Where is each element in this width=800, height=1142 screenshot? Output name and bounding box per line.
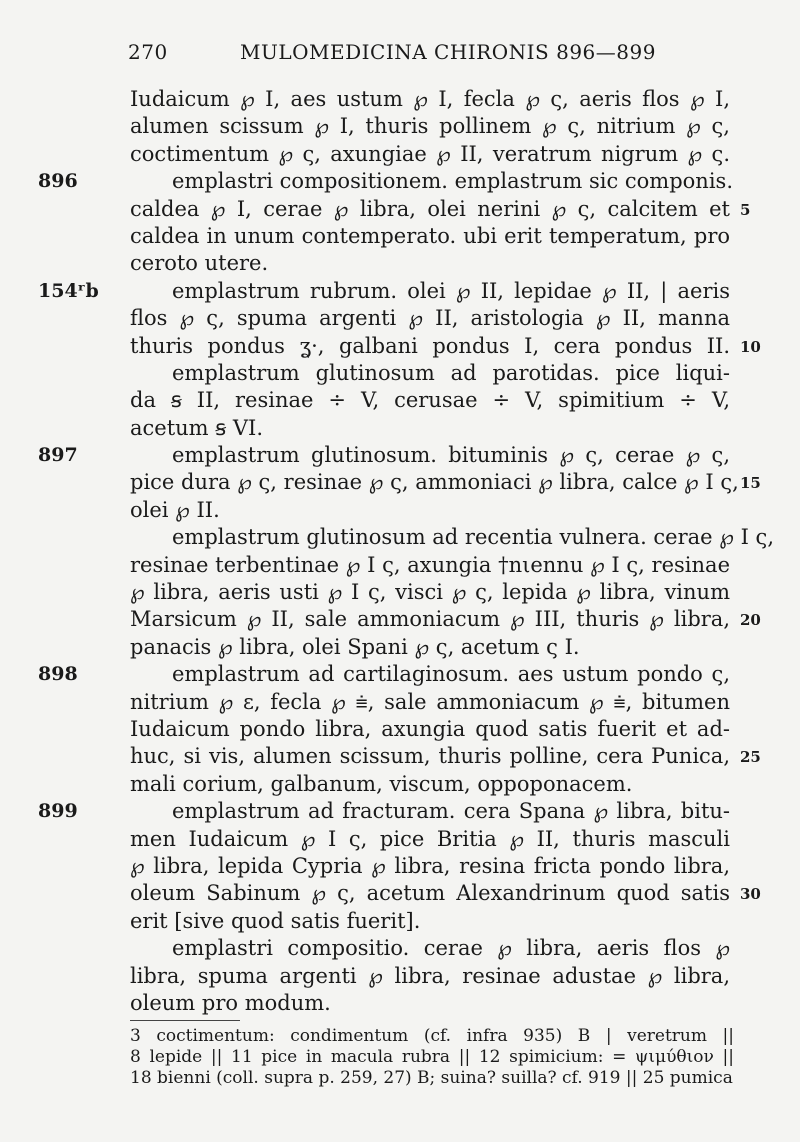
line-text: ℘ libra, aeris usti ℘ I ς, visci ℘ ς, lepida ℘ libra, vinum <box>130 580 730 605</box>
line-text: alumen scissum ℘ I, thuris pollinem ℘ ς, nitrium ℘ ς, <box>130 114 730 139</box>
line-text: caldea in unum contemperato. ubi erit temperatum, pro <box>130 223 730 248</box>
line-text: acetum ꞩ VI. <box>130 415 264 440</box>
section-marker: 896 <box>38 170 78 193</box>
section-marker: 898 <box>38 663 78 686</box>
text-line <box>0 634 800 661</box>
line-text: ℘ libra, lepida Cypria ℘ libra, resina fricta pondo libra, <box>130 853 730 878</box>
text-line <box>0 963 800 990</box>
text-line <box>0 223 800 250</box>
footnote-line: 8 lepide || 11 pice in macula rubra || 12 spimicium: = ψιμύθιον || <box>130 1047 734 1067</box>
line-text: da ꞩ II, resinae ÷ V, cerusae ÷ V, spimitium ÷ V, <box>130 388 730 413</box>
text-line <box>0 716 800 743</box>
line-text: libra, spuma argenti ℘ libra, resinae adustae ℘ libra, <box>130 963 730 988</box>
text-line <box>0 250 800 277</box>
line-text: resinae terbentinae ℘ I ς, axungia †nιennu ℘ I ς, resinae <box>130 552 730 577</box>
text-line <box>0 524 800 551</box>
running-title: MULOMEDICINA CHIRONIS 896—899 <box>240 40 656 64</box>
text-line <box>0 826 800 853</box>
line-text: emplastrum ad fracturam. cera Spana ℘ libra, bitu- <box>172 799 730 824</box>
text-line <box>0 141 800 168</box>
line-text: emplastrum glutinosum ad recentia vulnera. cerae ℘ I ς, <box>172 525 774 550</box>
line-text: Iudaicum pondo libra, axungia quod satis fuerit et ad- <box>130 716 730 741</box>
line-text: thuris pondus ʓ·, galbani pondus I, cera pondus II. <box>130 333 730 358</box>
page-number: 270 <box>128 40 168 64</box>
line-text: mali corium, galbanum, viscum, oppoponacem. <box>130 771 633 796</box>
text-line <box>0 990 800 1017</box>
text-line <box>0 278 800 305</box>
line-text: pice dura ℘ ς, resinae ℘ ς, ammoniaci ℘ libra, calce ℘ I ς, <box>130 470 739 495</box>
text-line <box>0 497 800 524</box>
line-text: huc, si vis, alumen scissum, thuris polline, cera Punica, <box>130 744 730 769</box>
section-marker: 154ʳb <box>38 279 99 302</box>
text-line <box>0 771 800 798</box>
line-text: coctimentum ℘ ς, axungiae ℘ II, veratrum nigrum ℘ ς. <box>130 141 730 166</box>
section-marker: 897 <box>38 444 78 467</box>
text-line <box>0 360 800 387</box>
text-line <box>0 661 800 688</box>
line-text: flos ℘ ς, spuma argenti ℘ II, aristologia ℘ II, manna <box>130 306 730 331</box>
text-line <box>0 853 800 880</box>
line-text: oleum pro modum. <box>130 990 331 1015</box>
line-number: 30 <box>740 885 761 904</box>
text-line <box>0 86 800 113</box>
text-line <box>0 935 800 962</box>
line-text: emplastri compositionem. emplastrum sic componis. <box>172 169 733 194</box>
text-line <box>0 606 800 633</box>
text-line <box>0 743 800 770</box>
section-marker: 899 <box>38 800 78 823</box>
text-line <box>0 442 800 469</box>
text-line <box>0 387 800 414</box>
text-line <box>0 333 800 360</box>
line-text: erit [sive quod satis fuerit]. <box>130 908 421 933</box>
line-text: men Iudaicum ℘ I ς, pice Britia ℘ II, thuris masculi <box>130 826 730 851</box>
line-text: ceroto utere. <box>130 251 269 276</box>
line-text: emplastrum rubrum. olei ℘ II, lepidae ℘ II, | aeris <box>172 278 730 303</box>
line-number: 15 <box>740 474 761 493</box>
text-line <box>0 168 800 195</box>
footnotes <box>130 1026 734 1089</box>
line-text: emplastri compositio. cerae ℘ libra, aeris flos ℘ <box>172 936 730 961</box>
text-line <box>0 469 800 496</box>
line-text: emplastrum ad cartilaginosum. aes ustum pondo ς, <box>172 662 730 687</box>
text-line <box>0 415 800 442</box>
line-text: panacis ℘ libra, olei Spani ℘ ς, acetum ς I. <box>130 634 580 659</box>
footnote-line: 18 bienni (coll. supra p. 259, 27) B; suina? suilla? cf. 919 || 25 pumica <box>130 1068 733 1088</box>
line-text: emplastrum glutinosum. bituminis ℘ ς, cerae ℘ ς, <box>172 443 730 468</box>
line-text: Marsicum ℘ II, sale ammoniacum ℘ III, thuris ℘ libra, <box>130 607 730 632</box>
line-text: emplastrum glutinosum ad parotidas. pice liqui- <box>172 360 730 385</box>
footnote-line: 3 coctimentum: condimentum (cf. infra 935) B | veretrum || <box>130 1026 734 1046</box>
line-text: nitrium ℘ ε, fecla ℘ ⩧, sale ammoniacum ℘ ⩧, bitumen <box>130 689 730 714</box>
text-line <box>0 908 800 935</box>
footnote-rule <box>130 1020 240 1021</box>
main-text <box>0 86 800 1017</box>
text-line <box>0 305 800 332</box>
text-line <box>0 113 800 140</box>
line-number: 10 <box>740 337 761 356</box>
line-text: Iudaicum ℘ I, aes ustum ℘ I, fecla ℘ ς, aeris flos ℘ I, <box>130 87 730 111</box>
text-line <box>0 579 800 606</box>
line-number: 5 <box>740 200 751 219</box>
text-line <box>0 552 800 579</box>
text-line <box>0 196 800 223</box>
line-text: olei ℘ II. <box>130 497 220 522</box>
line-text: caldea ℘ I, cerae ℘ libra, olei nerini ℘ ς, calcitem et <box>130 196 730 221</box>
text-line <box>0 798 800 825</box>
line-number: 25 <box>740 748 761 767</box>
line-number: 20 <box>740 611 761 630</box>
text-line <box>0 689 800 716</box>
text-line <box>0 880 800 907</box>
page-header <box>128 40 738 76</box>
line-text: oleum Sabinum ℘ ς, acetum Alexandrinum quod satis <box>130 881 730 906</box>
